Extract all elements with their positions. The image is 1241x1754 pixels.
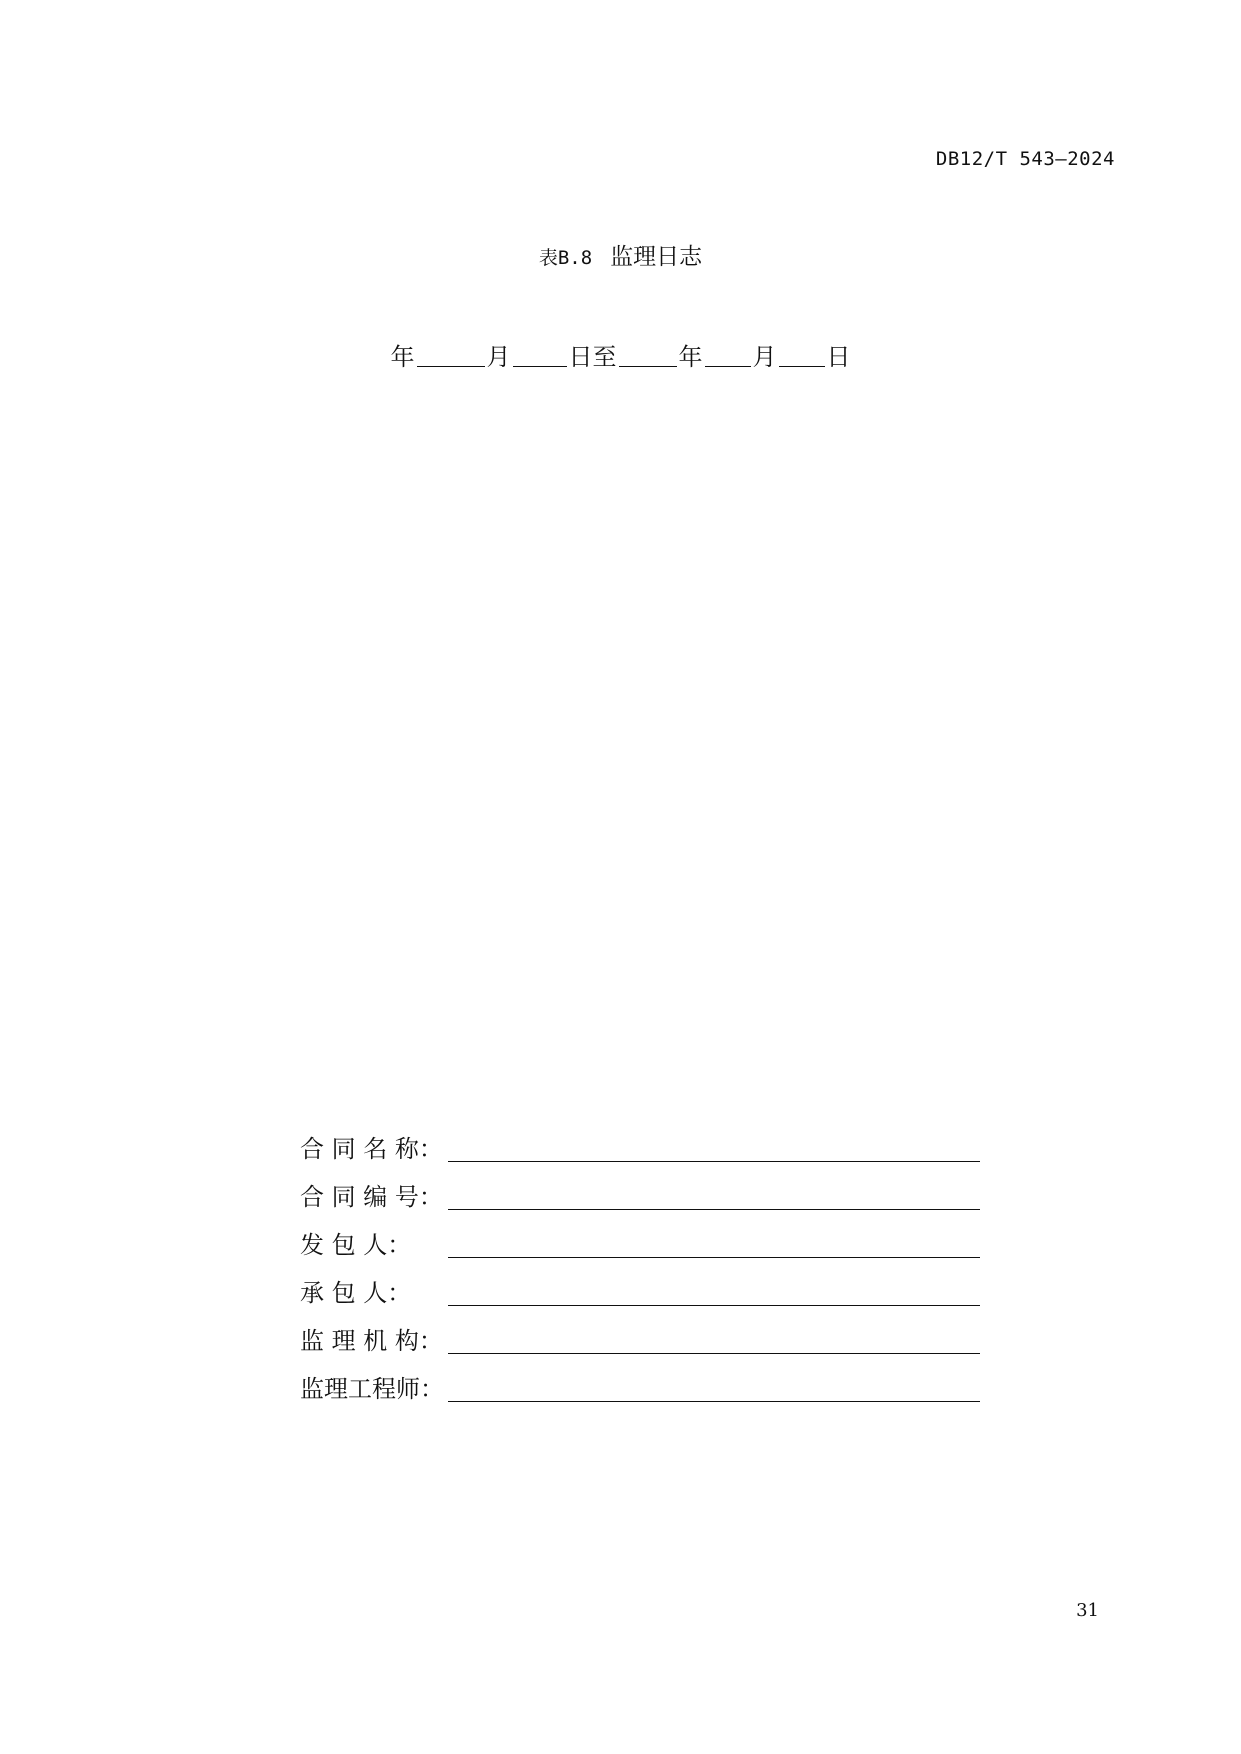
table-name: 监理日志 [610, 244, 703, 270]
field-contract-number [300, 1166, 980, 1214]
date-range [0, 340, 1241, 374]
table-title [0, 238, 1241, 271]
field-supervision-agency [300, 1310, 980, 1358]
employer-line[interactable] [448, 1227, 980, 1258]
info-fields [300, 1118, 980, 1406]
date-month-label: 月 [486, 343, 511, 371]
date-year2-label: 年 [678, 343, 703, 371]
contract-name-line[interactable] [448, 1131, 980, 1162]
date-day2-label: 日 [826, 343, 851, 371]
field-label: 监 理 机 构： [300, 1327, 443, 1355]
field-contract-name [300, 1118, 980, 1166]
date-year2-blank[interactable] [619, 342, 677, 367]
field-label: 监理工程师： [300, 1375, 444, 1403]
supervision-agency-line[interactable] [448, 1323, 980, 1354]
date-year-label: 年 [390, 343, 415, 371]
field-contractor [300, 1262, 980, 1310]
field-label: 承 包 人： [300, 1279, 412, 1307]
page-number: 31 [1076, 1600, 1099, 1621]
field-label: 发 包 人： [300, 1231, 412, 1259]
field-label: 合 同 名 称： [300, 1135, 443, 1163]
date-month-blank[interactable] [513, 342, 567, 367]
table-number: 表B.8 [538, 247, 593, 269]
field-label: 合 同 编 号： [300, 1183, 443, 1211]
date-day-to-label: 日至 [568, 343, 617, 371]
field-supervision-engineer [300, 1358, 980, 1406]
supervision-engineer-line[interactable] [448, 1371, 980, 1402]
date-year-blank[interactable] [417, 342, 485, 367]
contractor-line[interactable] [448, 1275, 980, 1306]
date-month2-blank[interactable] [705, 342, 751, 367]
date-day2-blank[interactable] [779, 342, 825, 367]
contract-number-line[interactable] [448, 1179, 980, 1210]
standard-number: DB12/T 543—2024 [935, 148, 1115, 170]
field-employer [300, 1214, 980, 1262]
date-month2-label: 月 [752, 343, 777, 371]
